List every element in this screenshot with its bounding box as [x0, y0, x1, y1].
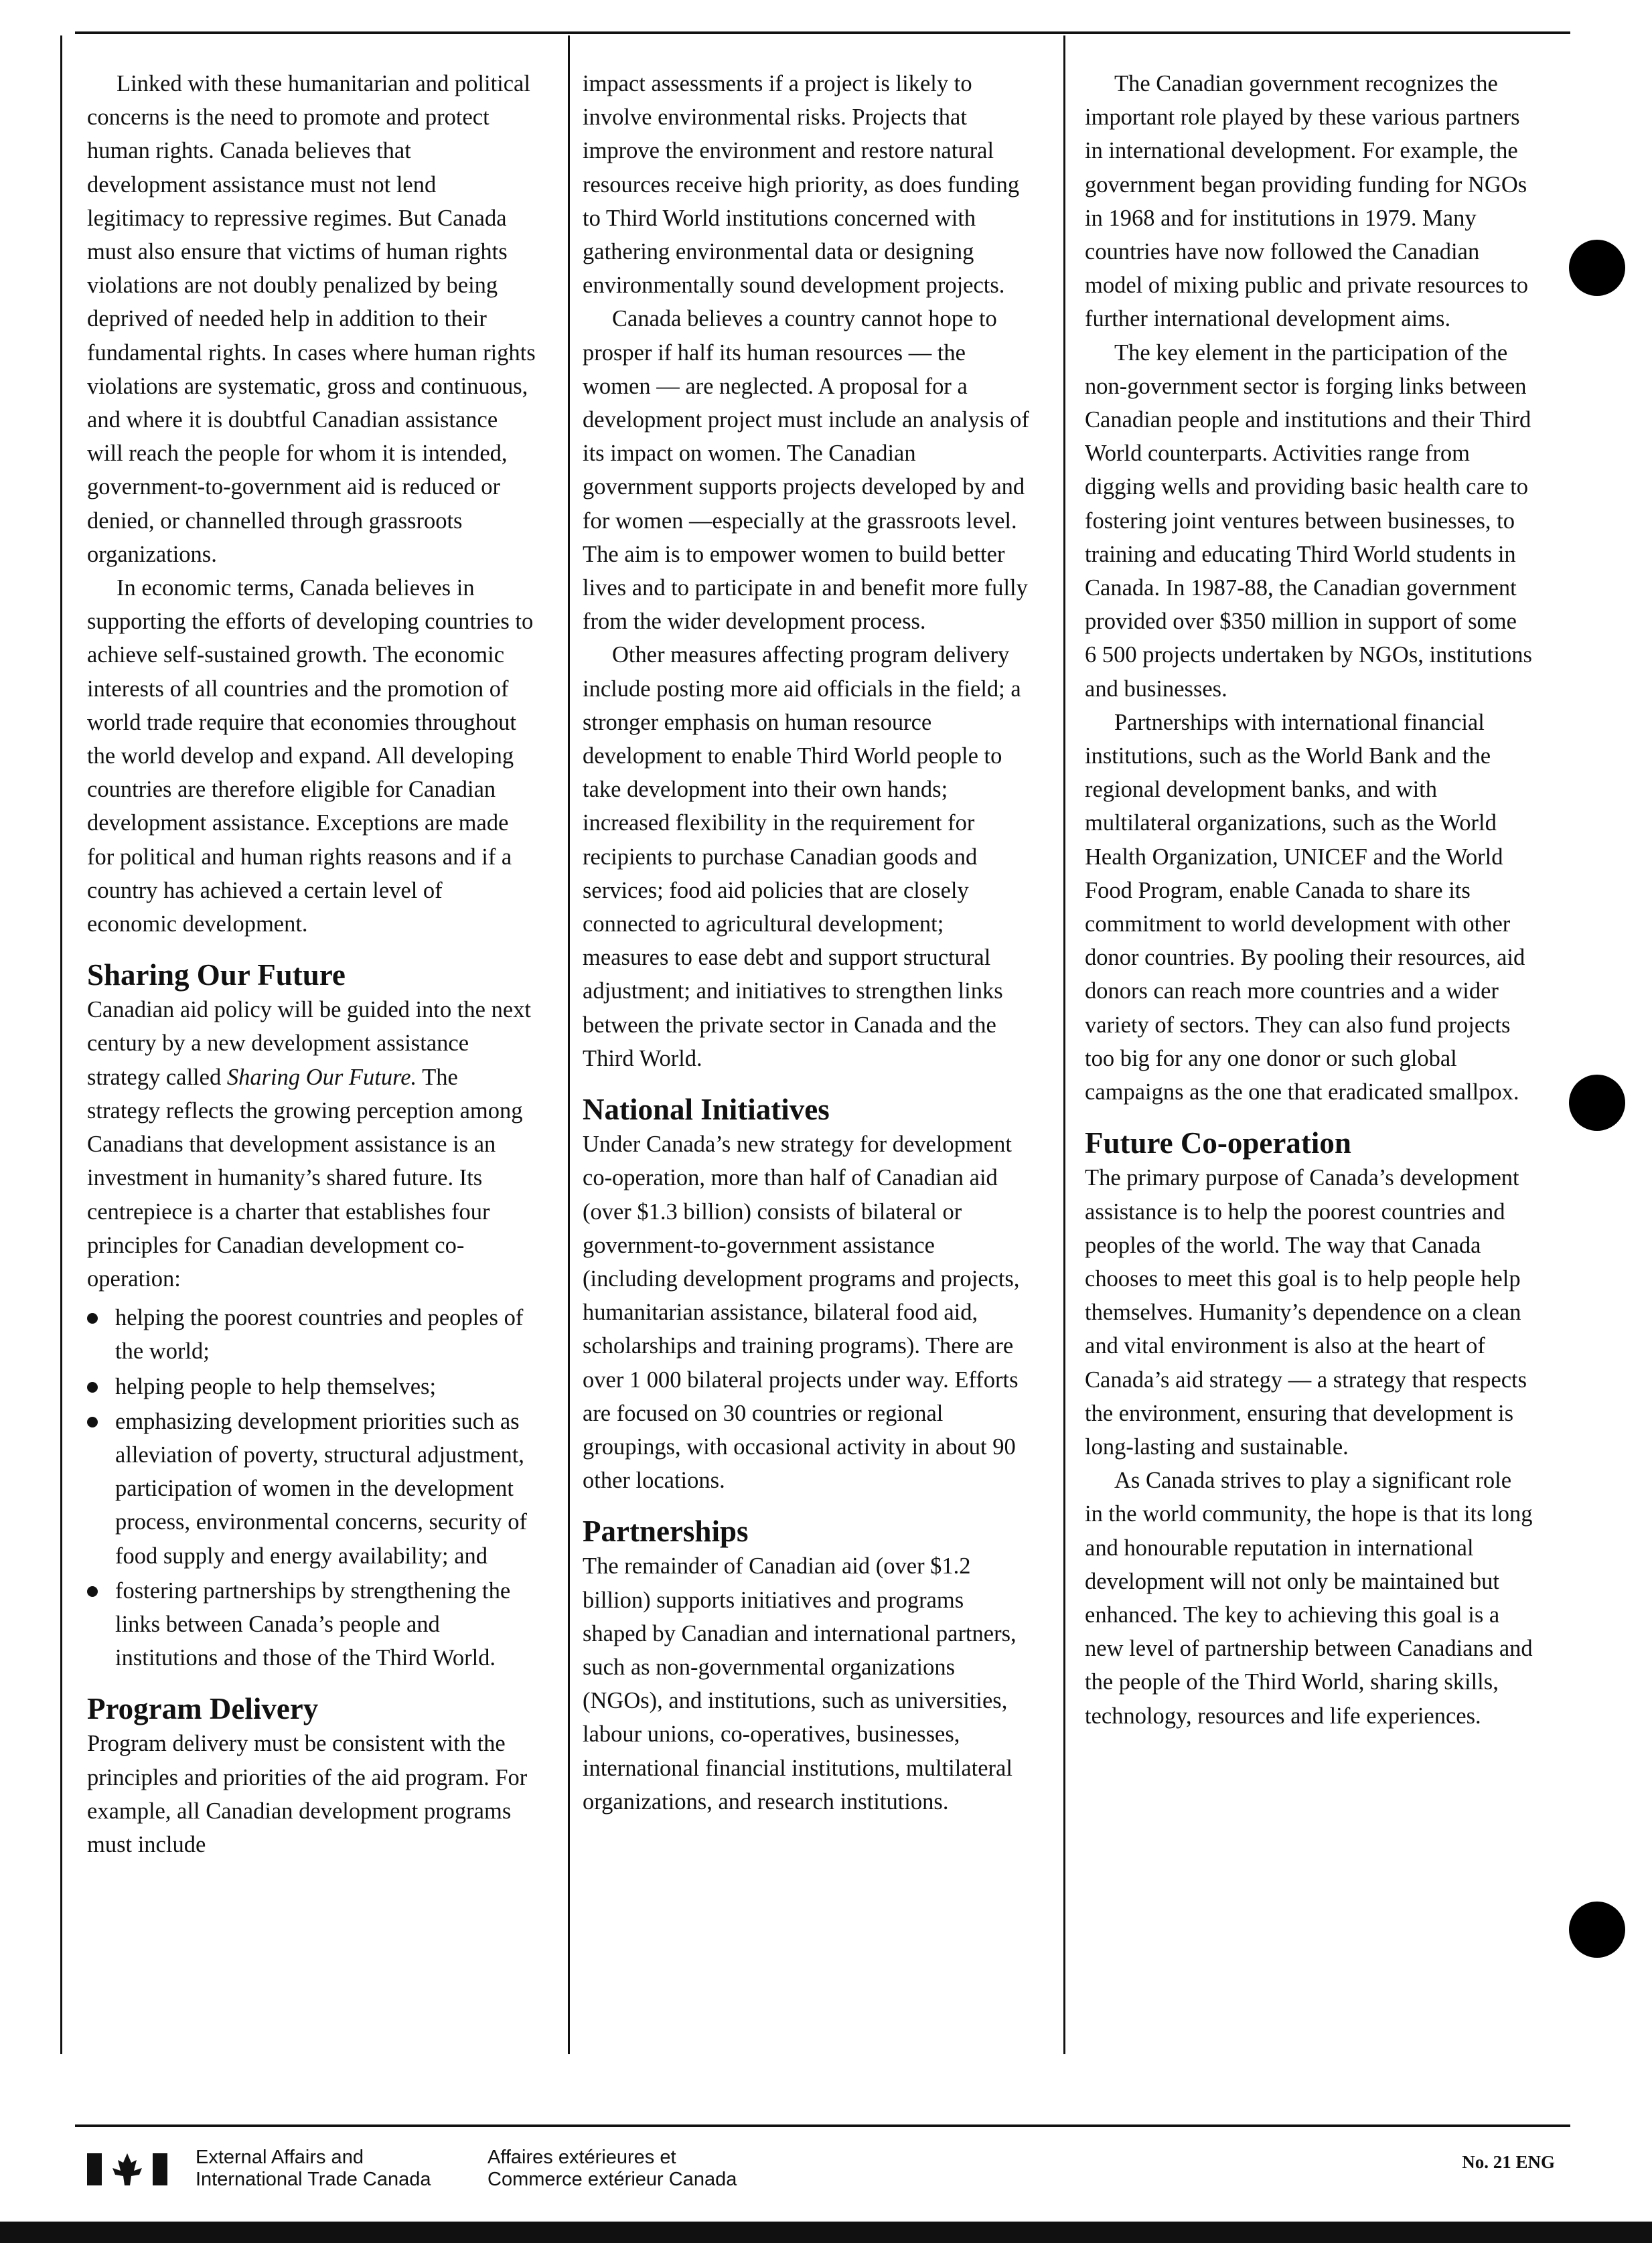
paragraph-partnerships: The remainder of Canadian aid (over $1.2 billion) supports initiatives and programs shaped by Canadian and international partners, such as non-governmental organizations (NGOs), and institutions, such as universities, labour unions, co-operatives, businesses, international financial institutions, multilateral organizations, and research institutions.: [583, 1553, 1017, 1814]
list-item: [87, 1405, 536, 1573]
paragraph-women: Canada believes a country cannot hope to prosper if half its human resources — the women — are neglected. A proposal for a development project must include an analysis of its impact on women. The Canadian government supports projects developed by and for women —especially at the grassroots level. The aim is to empower women to build better lives and to participate in and benefit more fully from the wider development process.: [583, 306, 1029, 635]
bullet-icon: [87, 1382, 98, 1393]
list-item-text: fostering partnerships by strengthening the links between Canada’s people and institutions and those of the Third World.: [115, 1577, 511, 1671]
paragraph-canada-strives: As Canada strives to play a significant role in the world community, the hope is that its long and honourable reputation in international development will not only be maintained but enhanced. The key to achieving this goal is a new level of partnership between Canadians and the people of the Third World, sharing skills, technology, resources and life experiences.: [1085, 1468, 1533, 1729]
bullet-icon: [87, 1417, 98, 1427]
paragraph-economic-terms: In economic terms, Canada believes in supporting the efforts of developing countries to achieve self-sustained growth. The economic interests of all countries and the promotion of world trade require that economies throughout the world develop and expand. All developing countries are therefore eligible for Canadian development assistance. Exceptions are made for political and human rights reasons and if a country has achieved a certain level of economic development.: [87, 575, 534, 937]
punch-hole-icon: [1569, 1902, 1625, 1958]
bottom-rule: [75, 2124, 1570, 2127]
list-item: [87, 1574, 536, 1675]
column-3: [1085, 67, 1533, 1733]
bullet-icon: [87, 1586, 98, 1597]
paragraph-national-initiatives: Under Canada’s new strategy for development co-operation, more than half of Canadian aid (over $1.3 billion) consists of bilateral or government-to-government assistance (including development programs and projects, humanitarian assistance, bilateral food aid, scholarships and training programs). There are over 1 000 bilateral projects under way. Efforts are focused on 30 countries or regional groupings, with occasional activity in about 90 other locations.: [583, 1132, 1020, 1494]
heading-future-cooperation: Future Co-operation: [1085, 1126, 1351, 1160]
paragraph-sharing-our-future: [87, 993, 536, 1296]
list-item-text: helping the poorest countries and peoples of the world;: [115, 1305, 524, 1365]
top-rule: [75, 31, 1570, 34]
column-2: [583, 67, 1031, 1819]
paragraph-key-element: The key element in the participation of the non-government sector is forging links between Canadian people and institutions and their Third World counterparts. Activities range from digging wells and providing basic health care to fostering joint ventures between businesses, to training and educating Third World students in Canada. In 1987-88, the Canadian government provided over $350 million in support of some 6 500 projects undertaken by NGOs, institutions and businesses.: [1085, 339, 1532, 702]
document-number: No. 21 ENG: [1462, 2152, 1555, 2172]
heading-national-initiatives: National Initiatives: [583, 1093, 830, 1127]
paragraph-international-institutions: Partnerships with international financial institutions, such as the World Bank and the regional development banks, and with multilateral organizations, such as the World Health Organization, UNICEF and the World Food Program, enable Canada to share its commitment to world development with other donor countries. By pooling their resources, aid donors can reach more countries and a wider variety of sectors. They can also fund projects too big for any one donor or such global campaigns as the one that eradicated smallpox.: [1085, 709, 1525, 1105]
footer-english-line-2: International Trade Canada: [196, 2169, 431, 2190]
list-item-text: helping people to help themselves;: [115, 1373, 437, 1399]
column-rule-middle: [568, 35, 570, 2054]
principles-list: [87, 1301, 536, 1675]
paragraph-impact-assessments: impact assessments if a project is likely to involve environmental risks. Projects that improve the environment and restore natural resources receive high priority, as does funding to Third World institutions concerned with gathering environmental data or designing environmentally sound development projects.: [583, 71, 1020, 299]
column-rule-right: [1063, 35, 1065, 2054]
paragraph-human-rights: Linked with these humanitarian and political concerns is the need to promote and protect human rights. Canada believes that development assistance must not lend legitimacy to repressive regimes. But Canada must also ensure that victims of human rights violations are not doubly penalized by being deprived of needed help in addition to their fundamental rights. In cases where human rights violations are systematic, gross and continuous, and where it is doubtful Canadian assistance will reach the people for whom it is intended, government-to-government aid is reduced or denied, or channelled through grassroots organizations.: [87, 71, 536, 567]
heading-sharing-our-future: Sharing Our Future: [87, 958, 346, 992]
paragraph-primary-purpose: The primary purpose of Canada’s development assistance is to help the poorest countries and peoples of the world. The way that Canada chooses to meet this goal is to help people help themselves. Humanity’s dependence on a clean and vital environment is also at the heart of Canada’s aid strategy — a strategy that respects the environment, ensuring that development is long-lasting and sustainable.: [1085, 1165, 1527, 1460]
column-rule-left: [60, 35, 62, 2054]
canada-flag-icon: [87, 2149, 167, 2189]
paragraph-other-measures: Other measures affecting program delivery include posting more aid officials in the field; a stronger emphasis on human resource development to enable Third World people to take development into their own hands; increased flexibility in the requirement for recipients to purchase Canadian goods and services; food aid policies that are closely connected to agricultural development; measures to ease debt and support structural adjustment; and initiatives to strengthen links between the private sector in Canada and the Third World.: [583, 642, 1021, 1071]
sharing-text-before: Canadian aid policy will be guided into the next century by a new development assistance strategy called: [87, 997, 532, 1090]
punch-hole-icon: [1569, 240, 1625, 296]
bullet-icon: [87, 1313, 98, 1324]
bottom-scan-band: [0, 2222, 1652, 2243]
footer-department-english: [196, 2147, 431, 2191]
heading-partnerships: Partnerships: [583, 1515, 749, 1549]
sharing-our-future-title-italic: Sharing Our Future.: [226, 1064, 417, 1090]
footer-english-line-1: External Affairs and: [196, 2147, 364, 2168]
footer-french-line-2: Commerce extérieur Canada: [487, 2169, 737, 2190]
footer-department-french: [487, 2147, 737, 2191]
column-1: [87, 67, 536, 1861]
paragraph-government-recognizes: The Canadian government recognizes the important role played by these various partners in international development. For example, the government began providing funding for NGOs in 1968 and for institutions in 1979. Many countries have now followed the Canadian model of mixing public and private resources to further international development aims.: [1085, 71, 1529, 332]
list-item: [87, 1370, 536, 1403]
punch-hole-icon: [1569, 1075, 1625, 1131]
list-item-text: emphasizing development priorities such as alleviation of poverty, structural adjustment, participation of women in the development process, environmental concerns, security of food supply and energy availability; and: [115, 1408, 528, 1569]
heading-program-delivery: Program Delivery: [87, 1692, 319, 1726]
paragraph-program-delivery: Program delivery must be consistent with the principles and priorities of the aid program. For example, all Canadian development programs must include: [87, 1731, 528, 1857]
footer-french-line-1: Affaires extérieures et: [487, 2147, 676, 2168]
sharing-text-after: The strategy reflects the growing perception among Canadians that development assistance is an investment in humanity’s shared future. Its centrepiece is a charter that establishes four principles for Canadian development co-operation:: [87, 1064, 523, 1292]
list-item: [87, 1301, 536, 1368]
